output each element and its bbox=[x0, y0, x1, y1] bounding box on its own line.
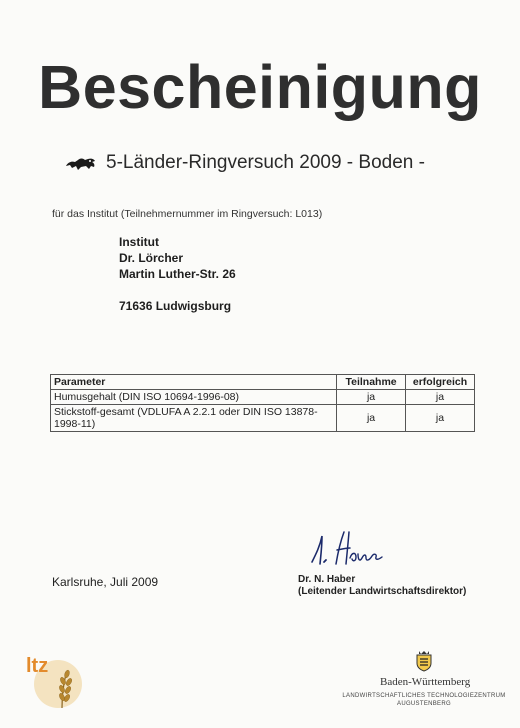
address-line-2: Dr. Lörcher bbox=[119, 251, 184, 265]
table-row bbox=[51, 405, 475, 432]
header-teilnahme: Teilnahme bbox=[337, 375, 406, 390]
center-name-line-2: AUGUSTENBERG bbox=[397, 701, 451, 707]
header-parameter: Parameter bbox=[51, 375, 337, 390]
cell-erfolgreich: ja bbox=[406, 405, 475, 432]
table-row bbox=[51, 390, 475, 405]
cell-erfolgreich: ja bbox=[406, 390, 475, 405]
place-date: Karlsruhe, Juli 2009 bbox=[52, 575, 159, 589]
table-header-row bbox=[51, 375, 475, 390]
cell-teilnahme: ja bbox=[337, 405, 406, 432]
signature-icon bbox=[306, 524, 388, 570]
header-erfolgreich: erfolgreich bbox=[406, 375, 475, 390]
address-city: 71636 Ludwigsburg bbox=[119, 299, 232, 313]
signer-block bbox=[298, 574, 466, 598]
state-crest-icon bbox=[414, 650, 434, 672]
page-title: Bescheinigung bbox=[38, 53, 482, 121]
subtitle bbox=[64, 152, 425, 174]
cell-teilnahme: ja bbox=[337, 390, 406, 405]
subtitle-text: 5-Länder-Ringversuch 2009 - Boden - bbox=[106, 152, 425, 173]
state-name: Baden-Württemberg bbox=[380, 676, 471, 688]
lion-icon bbox=[64, 154, 98, 172]
parameter-table bbox=[50, 374, 475, 432]
address-line-3: Martin Luther-Str. 26 bbox=[119, 267, 236, 281]
center-name-line-1: LANDWIRTSCHAFTLICHES TECHNOLOGIEZENTRUM bbox=[342, 693, 506, 699]
signer-title: (Leitender Landwirtschaftsdirektor) bbox=[298, 586, 467, 597]
signer-name: Dr. N. Haber bbox=[298, 574, 356, 585]
address-block bbox=[119, 234, 236, 314]
ltz-logo-icon bbox=[22, 648, 82, 712]
svg-text:ltz: ltz bbox=[26, 655, 49, 677]
cell-parameter: Stickstoff-gesamt (VDLUFA A 2.2.1 oder DIN ISO 13878-1998-11) bbox=[51, 405, 337, 432]
center-name bbox=[340, 692, 508, 708]
intro-text: für das Institut (Teilnehmernummer im Ringversuch: L013) bbox=[52, 208, 323, 220]
cell-parameter: Humusgehalt (DIN ISO 10694-1996-08) bbox=[51, 390, 337, 405]
address-line-1: Institut bbox=[119, 235, 159, 249]
